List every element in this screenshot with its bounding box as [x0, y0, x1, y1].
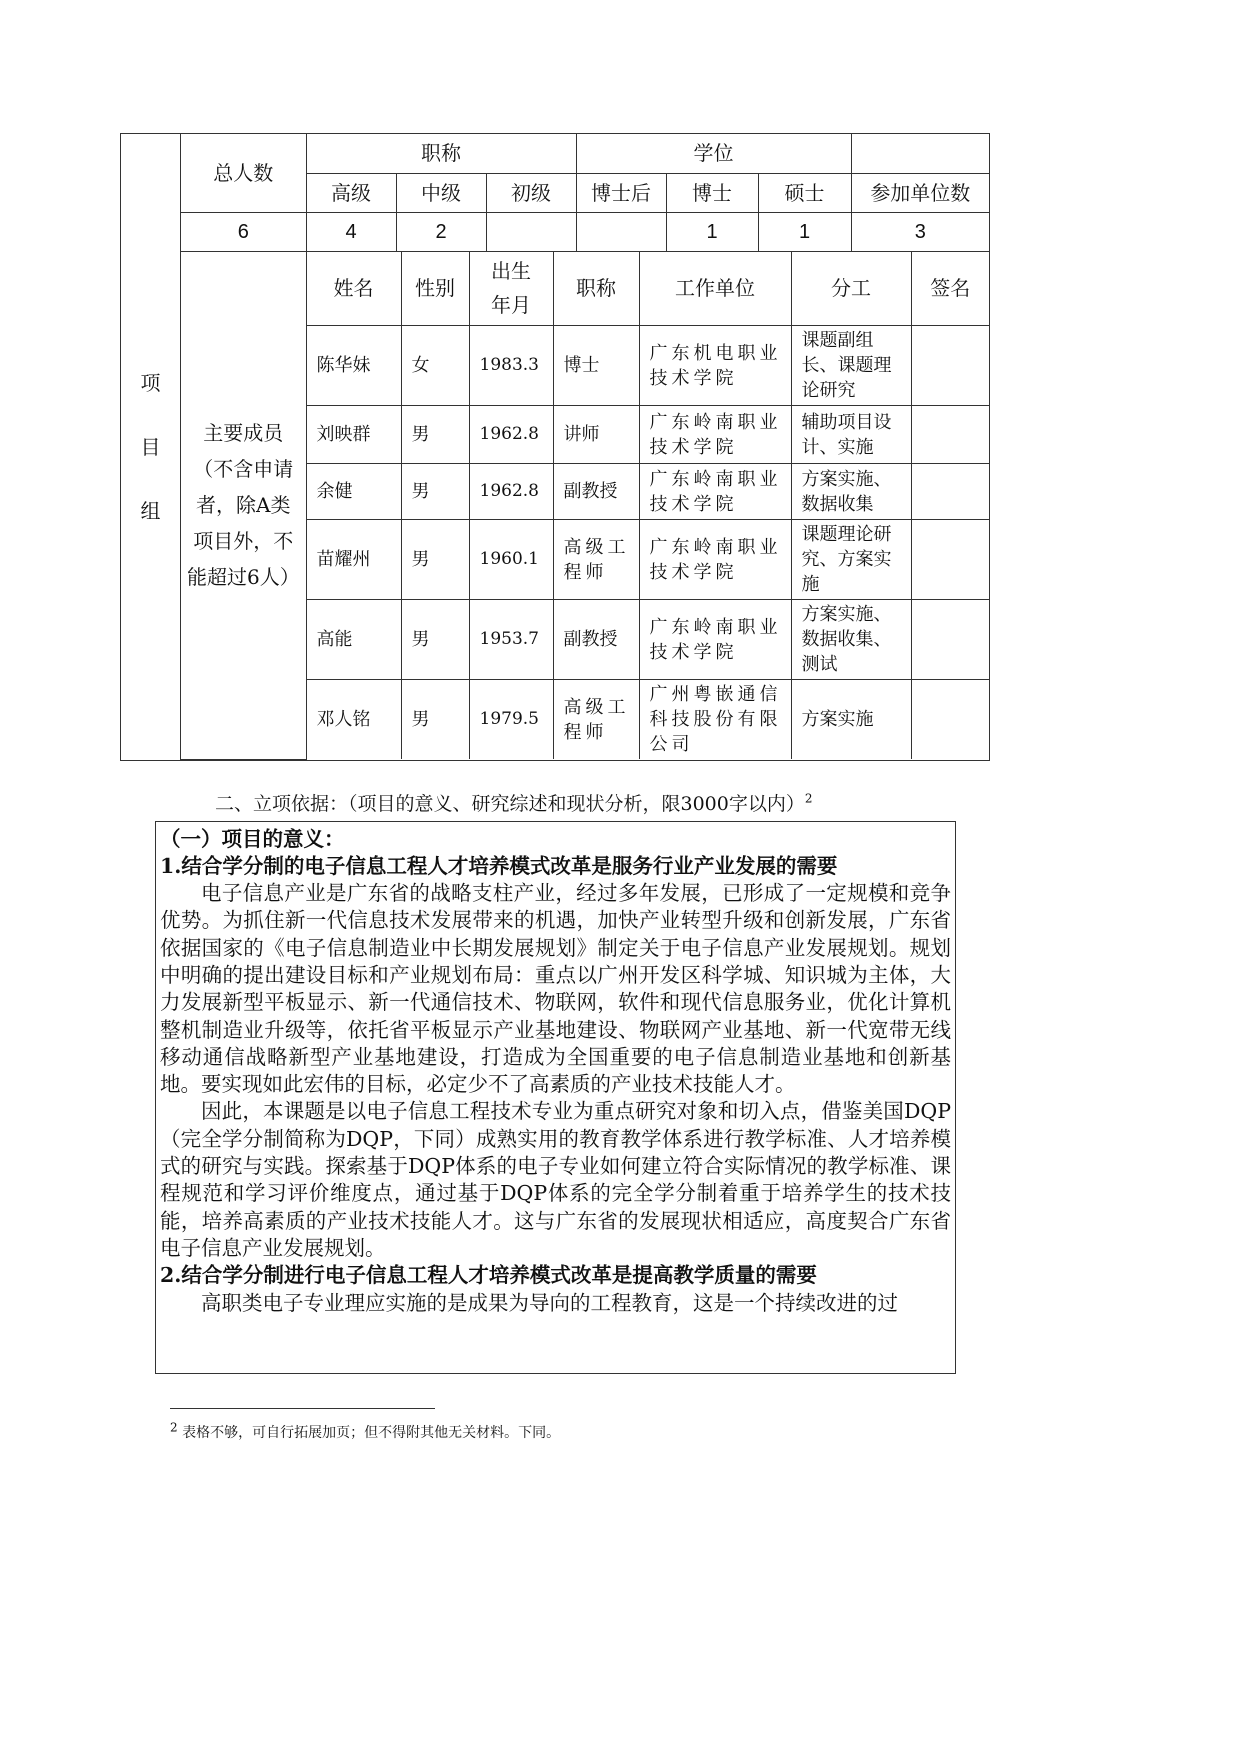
role-header: 分工 — [791, 252, 911, 326]
member-signature[interactable] — [911, 326, 989, 406]
member-unit: 广州粤嵌通信科技股份有限公司 — [639, 680, 791, 760]
blank-header — [851, 134, 989, 173]
member-name: 余健 — [306, 464, 401, 520]
side-char: 目 — [140, 434, 161, 459]
section-title-text: 二、立项依据：（项目的意义、研究综述和现状分析，限3000字以内） — [215, 792, 805, 815]
member-gender: 男 — [401, 406, 469, 464]
gender-header: 性别 — [401, 252, 469, 326]
doctor-header: 博士 — [666, 173, 758, 212]
member-title: 讲师 — [553, 406, 639, 464]
footnote-text: 表格不够，可自行拓展加页；但不得附其他无关材料。下同。 — [182, 1424, 561, 1441]
member-title: 高级工程师 — [553, 680, 639, 760]
side-char: 组 — [140, 498, 161, 523]
title-header: 职称 — [306, 134, 576, 173]
member-birth: 1960.1 — [469, 520, 553, 600]
master-header: 硕士 — [758, 173, 851, 212]
member-unit: 广东岭南职业技术学院 — [639, 520, 791, 600]
member-title: 副教授 — [553, 600, 639, 680]
member-role: 方案实施、数据收集、测试 — [791, 600, 911, 680]
footnote-mark: 2 — [170, 1419, 178, 1434]
member-gender: 男 — [401, 520, 469, 600]
footnote-divider — [170, 1408, 435, 1409]
section-title — [215, 791, 990, 817]
unit-header: 工作单位 — [639, 252, 791, 326]
member-gender: 男 — [401, 680, 469, 760]
content-box — [155, 821, 956, 1374]
member-name: 陈华妹 — [306, 326, 401, 406]
member-unit: 广东机电职业技术学院 — [639, 326, 791, 406]
project-group-label — [121, 134, 181, 760]
member-signature[interactable] — [911, 464, 989, 520]
member-role: 课题理论研究、方案实施 — [791, 520, 911, 600]
member-birth: 1953.7 — [469, 600, 553, 680]
member-name: 邓人铭 — [306, 680, 401, 760]
members-table — [181, 252, 989, 760]
heading-significance: （一）项目的意义： — [160, 826, 345, 851]
member-name: 高能 — [306, 600, 401, 680]
member-signature[interactable] — [911, 600, 989, 680]
member-signature[interactable] — [911, 680, 989, 760]
name-header: 姓名 — [306, 252, 401, 326]
project-group-table — [120, 133, 990, 761]
member-unit: 广东岭南职业技术学院 — [639, 464, 791, 520]
page-flow — [120, 133, 990, 1443]
heading-2: 2.结合学分制进行电子信息工程人才培养模式改革是提高教学质量的需要 — [160, 1263, 817, 1288]
total-header: 总人数 — [181, 134, 306, 212]
member-signature[interactable] — [911, 520, 989, 600]
middle-value: 2 — [396, 212, 486, 251]
birth-header: 出生年月 — [469, 252, 553, 326]
junior-value — [486, 212, 576, 251]
member-gender: 女 — [401, 326, 469, 406]
senior-value: 4 — [306, 212, 396, 251]
units-header: 参加单位数 — [851, 173, 989, 212]
member-birth: 1979.5 — [469, 680, 553, 760]
member-role: 辅助项目设计、实施 — [791, 406, 911, 464]
member-unit: 广东岭南职业技术学院 — [639, 406, 791, 464]
member-title: 副教授 — [553, 464, 639, 520]
paragraph: 电子信息产业是广东省的战略支柱产业，经过多年发展，已形成了一定规模和竞争优势。为抓住新一代信息技术发展带来的机遇，加快产业转型升级和创新发展，广东省依据国家的《电子信息制造业中长期发展规划》制定关于电子信息产业发展规划。规划中明确的提出建设目标和产业规划布局：重点以广州开发区科学城、知识城为主体，大力发展新型平板显示、新一代通信技术、物联网，软件和现代信息服务业，优化计算机整机制造业升级等，依托省平板显示产业基地建设、物联网产业基地、新一代宽带无线移动通信战略新型产业基地建设，打造成为全国重要的电子信息制造业基地和创新基地。要实现如此宏伟的目标，必定少不了高素质的产业技术技能人才。 — [160, 881, 951, 1097]
postdoc-value — [576, 212, 666, 251]
junior-header: 初级 — [486, 173, 576, 212]
member-role: 课题副组长、课题理论研究 — [791, 326, 911, 406]
heading-1: 1.结合学分制的电子信息工程人才培养模式改革是服务行业产业发展的需要 — [160, 853, 838, 878]
member-gender: 男 — [401, 464, 469, 520]
total-value: 6 — [181, 212, 306, 251]
side-char: 项 — [140, 370, 161, 395]
postdoc-header: 博士后 — [576, 173, 666, 212]
member-unit: 广东岭南职业技术学院 — [639, 600, 791, 680]
members-label: 主要成员（不含申请者，除A类项目外，不能超过6人） — [181, 252, 306, 760]
summary-table — [181, 134, 989, 252]
master-value: 1 — [758, 212, 851, 251]
footnote-ref: 2 — [804, 791, 813, 806]
degree-header: 学位 — [576, 134, 851, 173]
doctor-value: 1 — [666, 212, 758, 251]
member-name: 苗耀州 — [306, 520, 401, 600]
member-signature[interactable] — [911, 406, 989, 464]
member-title: 博士 — [553, 326, 639, 406]
member-gender: 男 — [401, 600, 469, 680]
member-birth: 1962.8 — [469, 406, 553, 464]
senior-header: 高级 — [306, 173, 396, 212]
title-col-header: 职称 — [553, 252, 639, 326]
member-role: 方案实施、数据收集 — [791, 464, 911, 520]
member-birth: 1962.8 — [469, 464, 553, 520]
footnote — [170, 1419, 990, 1443]
paragraph: 因此，本课题是以电子信息工程技术专业为重点研究对象和切入点，借鉴美国DQP（完全学分制简称为DQP，下同）成熟实用的教育教学体系进行教学标准、人才培养模式的研究与实践。探索基于DQP体系的电子专业如何建立符合实际情况的教学标准、课程规范和学习评价维度点，通过基于DQP体系的完全学分制着重于培养学生的技术技能，培养高素质的产业技术技能人才。这与广东省的发展现状相适应，高度契合广东省电子信息产业发展规划。 — [160, 1099, 951, 1260]
member-title: 高级工程师 — [553, 520, 639, 600]
member-role: 方案实施 — [791, 680, 911, 760]
middle-header: 中级 — [396, 173, 486, 212]
member-birth: 1983.3 — [469, 326, 553, 406]
member-name: 刘映群 — [306, 406, 401, 464]
signature-header: 签名 — [911, 252, 989, 326]
paragraph: 高职类电子专业理应实施的是成果为导向的工程教育，这是一个持续改进的过 — [201, 1290, 898, 1315]
units-value: 3 — [851, 212, 989, 251]
